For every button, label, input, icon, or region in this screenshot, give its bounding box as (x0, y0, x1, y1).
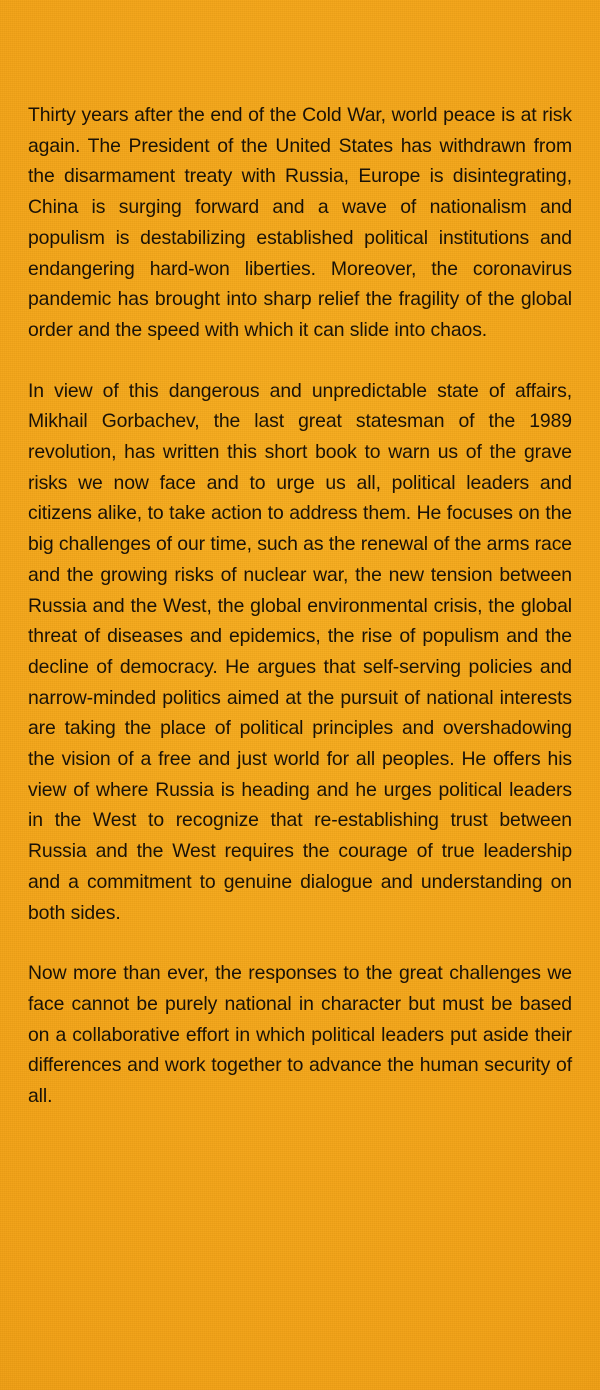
blurb-paragraph-3: Now more than ever, the responses to the great challenges we face cannot be purely national in character but must be based on a collaborative effort in which political leaders put aside their differences and work together to advance the human security of all. (28, 962, 572, 1108)
blurb-paragraph-2: In view of this dangerous and unpredictable state of affairs, Mikhail Gorbachev, the last great statesman of the 1989 revolution, has written this short book to warn us of the grave risks we now face and to urge us all, political leaders and citizens alike, to take action to address them. He focuses on the big challenges of our time, such as the renewal of the arms race and the growing risks of nuclear war, the new tension between Russia and the West, the global environmental crisis, the global threat of diseases and epidemics, the rise of populism and the decline of democracy. He argues that self-serving policies and narrow-minded politics aimed at the pursuit of national interests are taking the place of political principles and overshadowing the vision of a free and just world for all peoples. He offers his view of where Russia is heading and he urges political leaders in the West to recognize that re-establishing trust between Russia and the West requires the courage of true leadership and a commitment to genuine dialogue and understanding on both sides. (28, 379, 572, 924)
blurb-paragraph-1: Thirty years after the end of the Cold War, world peace is at risk again. The President of the United States has withdrawn from the disarmament treaty with Russia, Europe is disintegrating, China is surging forward and a wave of nationalism and populism is destabilizing established political institutions and endangering hard-won liberties. Moreover, the coronavirus pandemic has brought into sharp relief the fragility of the global order and the speed with which it can slide into chaos. (28, 104, 572, 341)
blurb-text-block (28, 100, 572, 1112)
